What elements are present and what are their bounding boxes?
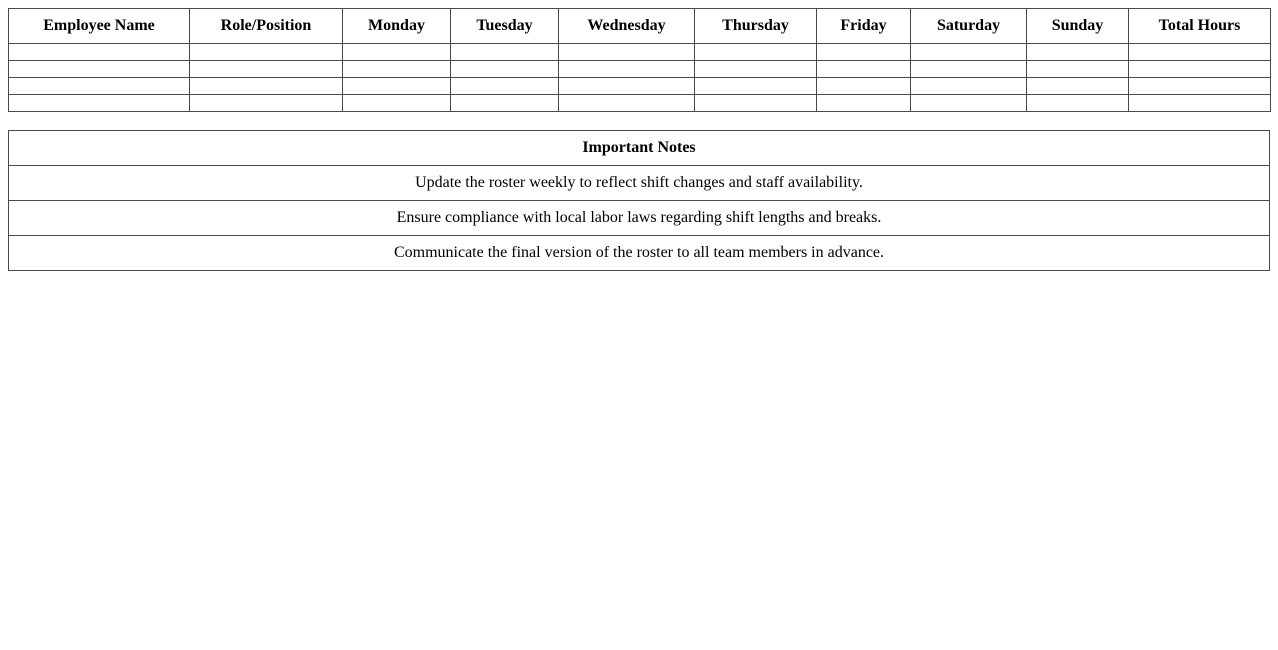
table-cell	[190, 44, 343, 61]
roster-table	[8, 8, 1271, 112]
header-role-position: Role/Position	[190, 9, 343, 44]
note-row	[9, 236, 1270, 271]
notes-header-row	[9, 131, 1270, 166]
table-cell	[911, 61, 1027, 78]
table-cell	[9, 78, 190, 95]
header-saturday: Saturday	[911, 9, 1027, 44]
table-cell	[9, 44, 190, 61]
header-monday: Monday	[343, 9, 451, 44]
table-cell	[343, 95, 451, 112]
table-cell	[451, 61, 559, 78]
table-cell	[1027, 95, 1129, 112]
table-cell	[1129, 61, 1271, 78]
table-cell	[695, 44, 817, 61]
roster-header-row	[9, 9, 1271, 44]
table-cell	[695, 95, 817, 112]
table-cell	[1027, 61, 1129, 78]
table-cell	[190, 95, 343, 112]
table-cell	[911, 78, 1027, 95]
table-cell	[1027, 44, 1129, 61]
header-sunday: Sunday	[1027, 9, 1129, 44]
table-row	[9, 78, 1271, 95]
table-cell	[1129, 78, 1271, 95]
table-cell	[817, 61, 911, 78]
table-cell	[9, 61, 190, 78]
table-cell	[9, 95, 190, 112]
header-thursday: Thursday	[695, 9, 817, 44]
header-employee-name: Employee Name	[9, 9, 190, 44]
header-tuesday: Tuesday	[451, 9, 559, 44]
table-cell	[817, 44, 911, 61]
table-cell	[190, 78, 343, 95]
table-cell	[559, 61, 695, 78]
table-cell	[695, 61, 817, 78]
table-row	[9, 95, 1271, 112]
note-item: Communicate the final version of the roster to all team members in advance.	[9, 236, 1270, 271]
table-cell	[1129, 95, 1271, 112]
important-notes-table	[8, 130, 1270, 271]
table-row	[9, 44, 1271, 61]
header-friday: Friday	[817, 9, 911, 44]
header-wednesday: Wednesday	[559, 9, 695, 44]
table-cell	[911, 95, 1027, 112]
table-cell	[451, 44, 559, 61]
table-cell	[1129, 44, 1271, 61]
table-cell	[817, 95, 911, 112]
table-cell	[343, 44, 451, 61]
header-total-hours: Total Hours	[1129, 9, 1271, 44]
note-row	[9, 201, 1270, 236]
note-item: Ensure compliance with local labor laws regarding shift lengths and breaks.	[9, 201, 1270, 236]
table-cell	[695, 78, 817, 95]
table-cell	[343, 61, 451, 78]
table-cell	[559, 44, 695, 61]
notes-title: Important Notes	[9, 131, 1270, 166]
table-cell	[1027, 78, 1129, 95]
table-cell	[911, 44, 1027, 61]
table-cell	[559, 95, 695, 112]
table-cell	[190, 61, 343, 78]
table-cell	[451, 95, 559, 112]
note-item: Update the roster weekly to reflect shift changes and staff availability.	[9, 166, 1270, 201]
table-cell	[451, 78, 559, 95]
table-row	[9, 61, 1271, 78]
note-row	[9, 166, 1270, 201]
table-cell	[343, 78, 451, 95]
table-cell	[559, 78, 695, 95]
table-cell	[817, 78, 911, 95]
